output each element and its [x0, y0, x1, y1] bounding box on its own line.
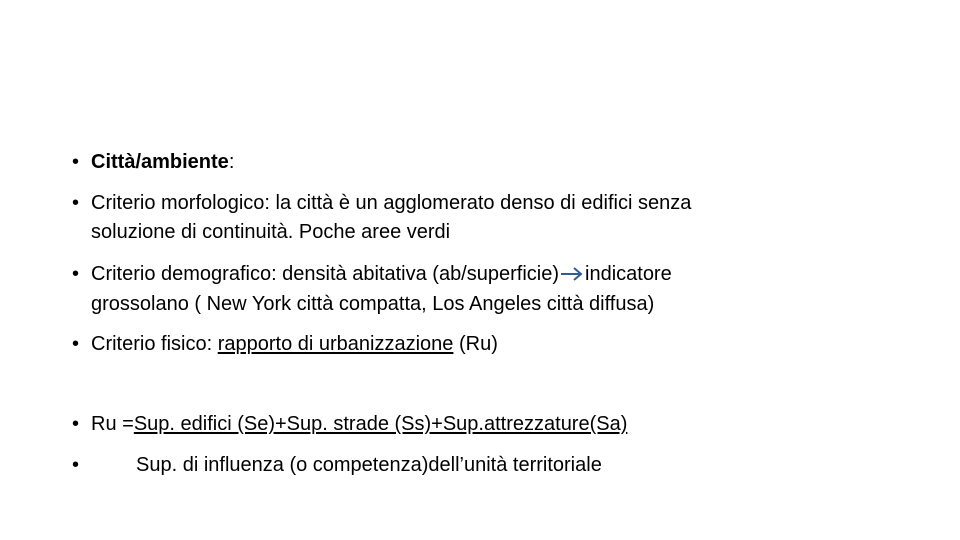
- bullet-item-criterio-demografico-cont: grossolano ( New York città compatta, Los Angeles città diffusa): [91, 293, 655, 315]
- bullet: •: [72, 413, 80, 435]
- bullet: •: [72, 263, 80, 285]
- underlined-rapporto: rapporto di urbanizzazione: [217, 333, 454, 355]
- slide: • Città/ambiente: • Criterio morfologico: la città è un agglomerato denso di edifici senza soluzione di continuità. Poche aree verdi • Criterio demografico: densità abitativa (ab/superficie) indicatore grossolano ( New York città compatta, Los Angeles città diffusa) • Criterio fisico: rapporto di urbanizzazione (Ru) • Ru =Sup. edifici (Se)+Sup. strade (Ss)+Sup.attrezzature(Sa) • Sup. di influenza (o competenza)dell’unità territoriale: [72, 151, 692, 476]
- formula-denominator: Sup. di influenza (o competenza)dell’unità territoriale: [136, 454, 602, 476]
- formula-numerator: Sup. edifici (Se)+Sup. strade (Ss)+Sup.attrezzature(Sa): [133, 413, 628, 435]
- right-arrow-icon: [559, 265, 585, 283]
- bullet: •: [72, 333, 80, 355]
- bullet: •: [72, 192, 80, 214]
- bullet: •: [72, 454, 80, 476]
- bullet: •: [72, 151, 80, 173]
- bullet-item-criterio-morfologico-cont: soluzione di continuità. Poche aree verdi: [91, 221, 451, 243]
- term-citta-ambiente: Città/ambiente: [91, 151, 229, 173]
